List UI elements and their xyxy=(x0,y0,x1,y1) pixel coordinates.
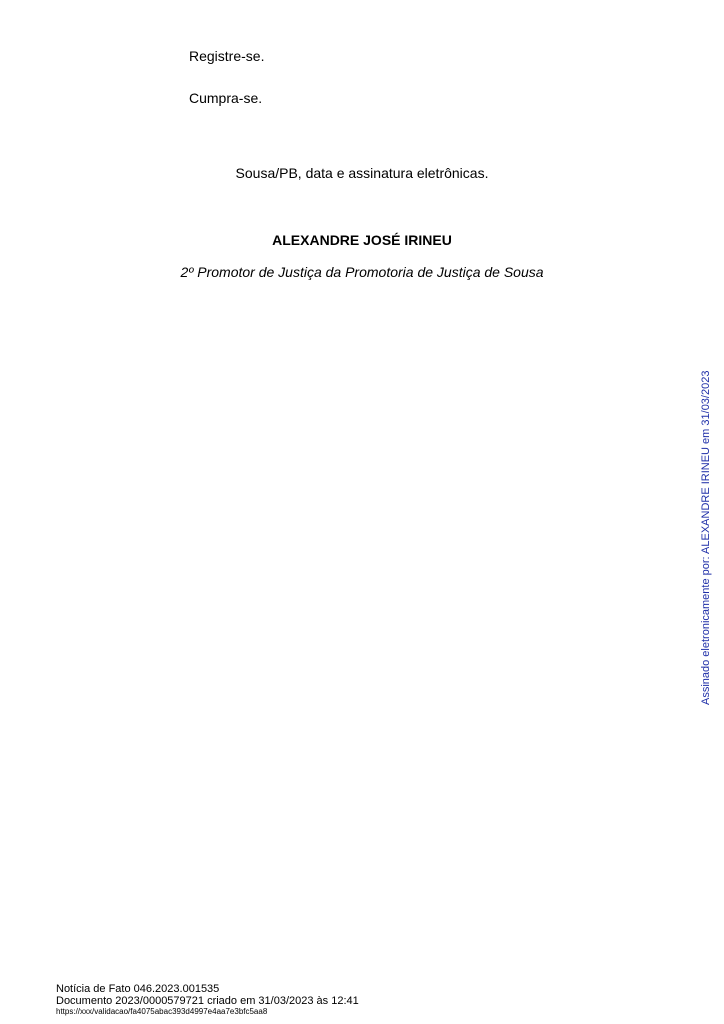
signer-name: ALEXANDRE JOSÉ IRINEU xyxy=(272,232,452,248)
registre-text: Registre-se. xyxy=(189,48,265,64)
footer-validation-url[interactable]: https://xxx/validacao/fa4075abac393d4997e4aa7e3bfc5aa8 xyxy=(56,1007,268,1016)
document-footer xyxy=(56,983,359,1017)
cumpra-text: Cumpra-se. xyxy=(189,90,263,106)
footer-case-number: Notícia de Fato 046.2023.001535 xyxy=(56,983,220,995)
place-date-text: Sousa/PB, data e assinatura eletrônicas. xyxy=(235,165,489,181)
electronic-signature-stamp: Assinado eletronicamente por: ALEXANDRE IRINEU em 31/03/2023 xyxy=(700,370,712,705)
signer-role: 2º Promotor de Justiça da Promotoria de Justiça de Sousa xyxy=(180,264,544,280)
footer-document-info: Documento 2023/0000579721 criado em 31/03/2023 às 12:41 xyxy=(56,995,359,1007)
